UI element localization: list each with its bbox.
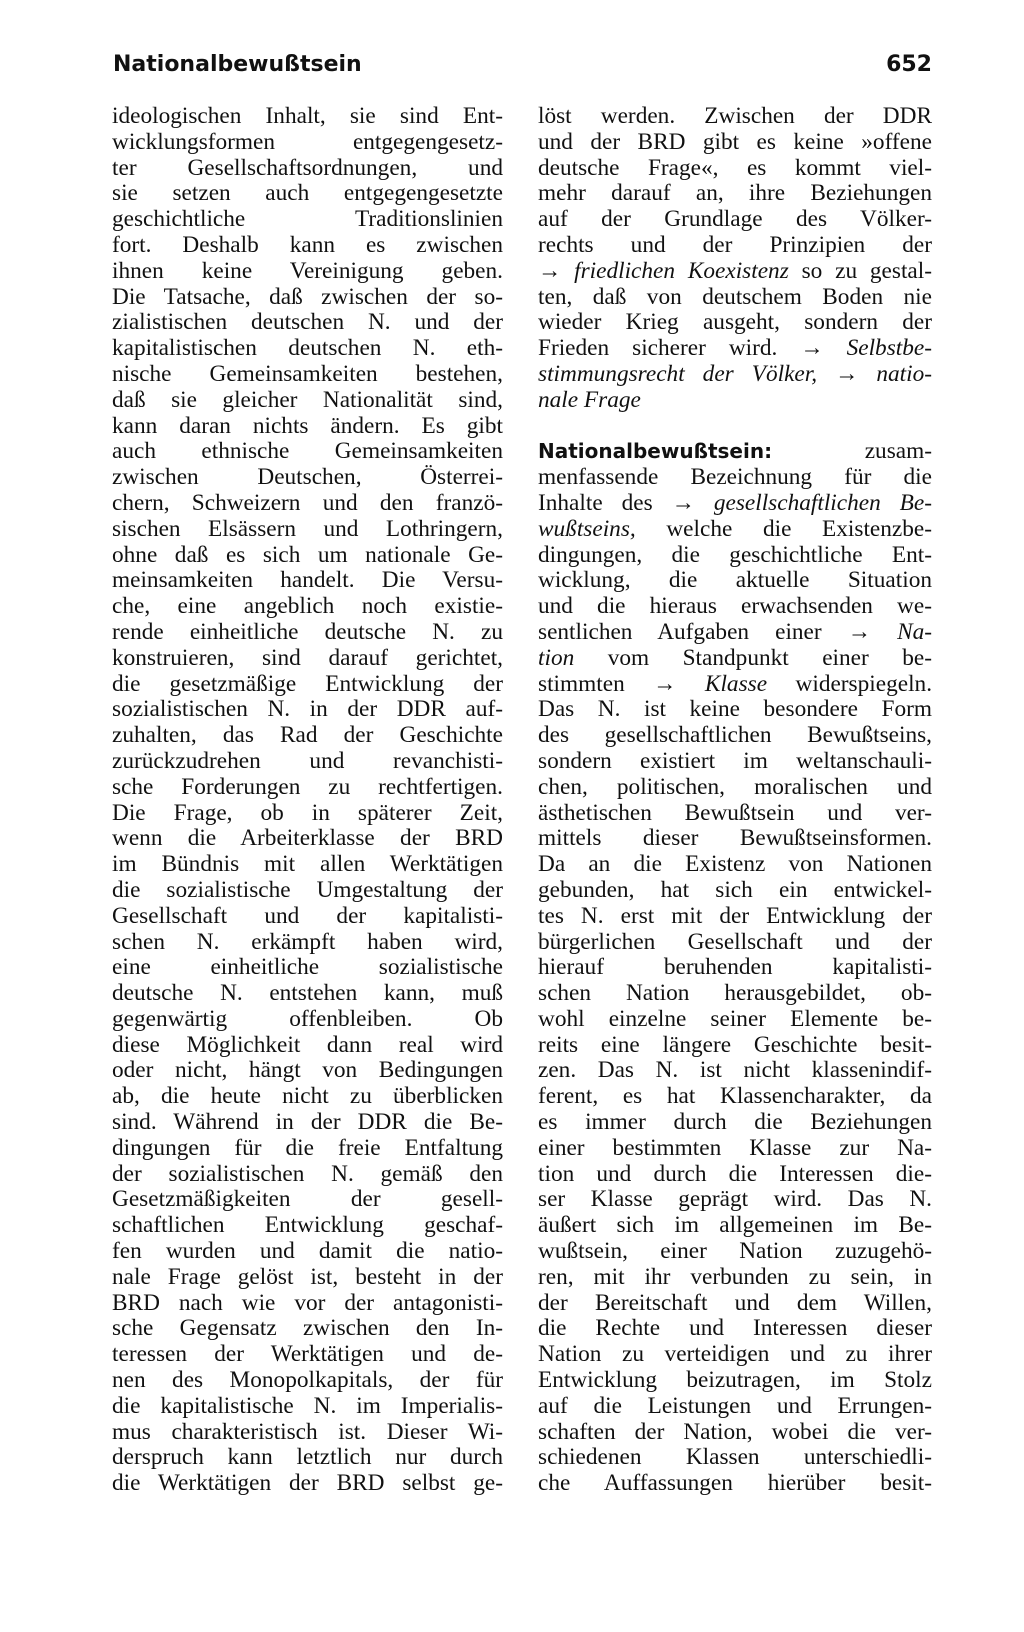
text-line: bürgerlichen Gesellschaft und der (538, 928, 932, 955)
paragraph-gap (538, 414, 932, 440)
text-line: zialistischen deutschen N. und der (112, 309, 503, 336)
cross-reference-link[interactable]: Na- (897, 618, 933, 645)
text-line: rechts und der Prinzipien der (538, 231, 932, 258)
text-line: rende einheitliche deutsche N. zu (112, 618, 503, 645)
text-line: Die Tatsache, daß zwischen der so- (112, 283, 503, 310)
text-line: die gesetzmäßige Entwicklung der (112, 670, 503, 697)
text-line: die kapitalistische N. im Imperialis- (112, 1392, 503, 1419)
text-line: schen Nation herausgebildet, ob- (538, 980, 932, 1007)
text-line: Das N. ist keine besondere Form (538, 696, 932, 723)
text-fragment: widerspiegeln. (795, 670, 933, 697)
text-line: sche Gegensatz zwischen den In- (112, 1315, 503, 1342)
text-line: der Bereitschaft und dem Willen, (538, 1289, 932, 1316)
text-fragment: zusam- (864, 438, 932, 465)
text-line: Nation zu verteidigen und zu ihrer (538, 1341, 932, 1368)
text-line: Gesetzmäßigkeiten der gesell- (112, 1186, 503, 1213)
text-line: wicklung, die aktuelle Situation (538, 567, 932, 594)
text-line: sche Forderungen zu rechtfertigen. (112, 773, 503, 800)
cross-reference-arrow: → (538, 257, 562, 284)
text-line: mehr darauf an, ihre Beziehungen (538, 180, 932, 207)
text-line (538, 491, 932, 517)
text-line: kann daran nichts ändern. Es gibt (112, 412, 503, 439)
text-line: auf der Grundlage des Völker- (538, 206, 932, 233)
entry-headword: Nationalbewußtsein: (538, 439, 773, 464)
text-line: chern, Schweizern und den franzö- (112, 489, 503, 516)
text-line: ter Gesellschaftsordnungen, und (112, 154, 503, 181)
text-line: meinsamkeiten handelt. Die Versu- (112, 567, 503, 594)
cross-reference-arrow: → (671, 489, 695, 516)
text-line: gegenwärtig offenbleiben. Ob (112, 1005, 503, 1032)
text-line: ohne daß es sich um nationale Ge- (112, 541, 503, 568)
text-line: schen N. erkämpft haben wird, (112, 928, 503, 955)
text-line: ten, daß von deutschem Boden nie (538, 283, 932, 310)
text-line: wieder Krieg ausgeht, sondern der (538, 309, 932, 336)
text-line: mus charakteristisch ist. Dieser Wi- (112, 1418, 503, 1445)
text-line: menfassende Bezeichnung für die (538, 464, 932, 491)
text-line: deutsche N. entstehen kann, muß (112, 980, 503, 1007)
text-line: tion und durch die Interessen die- (538, 1160, 932, 1187)
text-fragment: stimmten (538, 670, 625, 697)
text-line (538, 620, 932, 646)
text-line (538, 672, 932, 698)
page-header (113, 48, 932, 88)
text-line (538, 259, 932, 285)
text-line: zen. Das N. ist nicht klassenindif- (538, 1057, 932, 1084)
left-column (112, 104, 503, 1497)
text-line: auf die Leistungen und Errungen- (538, 1392, 932, 1419)
text-line (538, 646, 932, 672)
text-fragment: sentlichen Aufgaben einer (538, 618, 822, 645)
text-line: ideologischen Inhalt, sie sind Ent- (112, 103, 503, 129)
text-line: einer bestimmten Klasse zur Na- (538, 1134, 932, 1161)
text-line: schaftlichen Entwicklung geschaf- (112, 1212, 503, 1239)
cross-reference-link[interactable]: natio- (876, 360, 933, 387)
text-line: konstruieren, sind darauf gerichtet, (112, 644, 503, 671)
text-line: sozialistischen N. in der DDR auf- (112, 696, 503, 723)
text-line: zuhalten, das Rad der Geschichte (112, 722, 503, 749)
text-line: nale Frage gelöst ist, besteht in der (112, 1263, 503, 1290)
text-line: zurückzudrehen und revanchisti- (112, 747, 503, 774)
text-line: und der BRD gibt es keine »offene (538, 128, 932, 155)
page-number: 652 (886, 52, 932, 77)
text-line: die Werktätigen der BRD selbst ge- (112, 1470, 503, 1497)
text-line: und die hieraus erwachsenden we- (538, 593, 932, 620)
cross-reference-link[interactable]: tion (538, 644, 575, 671)
text-line: ferent, es hat Klassencharakter, da (538, 1083, 932, 1110)
text-line: oder nicht, hängt von Bedingungen (112, 1057, 503, 1084)
text-line: äußert sich im allgemeinen im Be- (538, 1212, 932, 1239)
text-line: schiedenen Klassen unterschiedli- (538, 1444, 932, 1471)
text-line: wicklungsformen entgegengesetz- (112, 128, 503, 155)
cross-reference-link[interactable]: Selbstbe- (846, 335, 932, 362)
text-line: Gesellschaft und der kapitalisti- (112, 902, 503, 929)
text-line: sischen Elsässern und Lothringern, (112, 515, 503, 542)
cross-reference-link[interactable]: wußtseins, (538, 515, 636, 542)
cross-reference-arrow: → (800, 335, 824, 362)
text-line: nische Gemeinsamkeiten bestehen, (112, 360, 503, 387)
cross-reference-link[interactable]: friedlichen Koexistenz (574, 257, 789, 284)
text-line: des gesellschaftlichen Bewußtseins, (538, 722, 932, 749)
cross-reference-arrow: → (847, 618, 872, 645)
text-line: Entwicklung beizutragen, im Stolz (538, 1367, 932, 1394)
text-line: sie setzen auch entgegengesetzte (112, 180, 503, 207)
running-head-title: Nationalbewußtsein (113, 52, 362, 77)
text-line: ser Klasse geprägt wird. Das N. (538, 1186, 932, 1213)
text-fragment: vom Standpunkt einer be- (607, 644, 932, 671)
text-line: sondern existiert im weltanschauli- (538, 747, 932, 774)
text-fragment: so zu gestal- (801, 257, 933, 284)
text-line: BRD nach wie vor der antagonisti- (112, 1289, 503, 1316)
text-line: sind. Während in der DDR die Be- (112, 1109, 503, 1136)
text-line (538, 362, 932, 388)
text-line: nen des Monopolkapitals, der für (112, 1367, 503, 1394)
text-line: dingungen für die freie Entfaltung (112, 1134, 503, 1161)
cross-reference-link[interactable]: gesellschaftlichen Be- (713, 489, 933, 516)
text-line: kapitalistischen deutschen N. eth- (112, 335, 503, 362)
text-line: gebunden, hat sich ein entwickel- (538, 876, 932, 903)
text-line: ab, die heute nicht zu überblicken (112, 1083, 503, 1110)
text-line: fen wurden und damit die natio- (112, 1238, 503, 1265)
text-fragment: welche die Existenzbe- (666, 515, 932, 542)
right-column (538, 104, 932, 1497)
text-line: schaften der Nation, wobei die ver- (538, 1418, 932, 1445)
text-line: mittels dieser Bewußtseinsformen. (538, 825, 932, 852)
text-line: ren, mit ihr verbunden zu sein, in (538, 1263, 932, 1290)
text-line: zwischen Deutschen, Österrei- (112, 464, 503, 491)
text-line: löst werden. Zwischen der DDR (538, 103, 932, 129)
cross-reference-link[interactable]: Klasse (704, 670, 768, 697)
text-line (538, 336, 932, 362)
text-line: tes N. erst mit der Entwicklung der (538, 902, 932, 929)
text-line: wenn die Arbeiterklasse der BRD (112, 825, 503, 852)
text-line: chen, politischen, moralischen und (538, 773, 932, 800)
text-line: Da an die Existenz von Nationen (538, 851, 932, 878)
text-line (538, 388, 932, 414)
text-line: daß sie gleicher Nationalität sind, (112, 386, 503, 413)
text-line: derspruch kann letztlich nur durch (112, 1444, 503, 1471)
text-line: teressen der Werktätigen und de- (112, 1341, 503, 1368)
cross-reference-link[interactable]: nale Frage (538, 386, 641, 413)
cross-reference-arrow: → (835, 360, 859, 387)
text-line (538, 517, 932, 543)
cross-reference-arrow: → (653, 670, 677, 697)
text-line: im Bündnis mit allen Werktätigen (112, 851, 503, 878)
text-line: Die Frage, ob in späterer Zeit, (112, 799, 503, 826)
text-line: fort. Deshalb kann es zwischen (112, 231, 503, 258)
text-line: diese Möglichkeit dann real wird (112, 1031, 503, 1058)
text-line: reits eine längere Geschichte besit- (538, 1031, 932, 1058)
text-line: ihnen keine Vereinigung geben. (112, 257, 503, 284)
text-line: wohl einzelne seiner Elemente be- (538, 1005, 932, 1032)
text-line: ästhetischen Bewußtsein und ver- (538, 799, 932, 826)
text-line: auch ethnische Gemeinsamkeiten (112, 438, 503, 465)
text-line: die Rechte und Interessen dieser (538, 1315, 932, 1342)
text-line: eine einheitliche sozialistische (112, 954, 503, 981)
text-line: die sozialistische Umgestaltung der (112, 876, 503, 903)
cross-reference-link[interactable]: stimmungsrecht der Völker, (538, 360, 818, 387)
text-line: che Auffassungen hierüber besit- (538, 1470, 932, 1497)
text-line: es immer durch die Beziehungen (538, 1109, 932, 1136)
text-line: deutsche Frage«, es kommt viel- (538, 154, 932, 181)
text-line: hierauf beruhenden kapitalisti- (538, 954, 932, 981)
entry-headline (538, 439, 932, 465)
text-line: der sozialistischen N. gemäß den (112, 1160, 503, 1187)
text-fragment: Inhalte des (538, 489, 653, 516)
text-line: wußtsein, einer Nation zuzugehö- (538, 1238, 932, 1265)
text-line: che, eine angeblich noch existie- (112, 593, 503, 620)
text-line: dingungen, die geschichtliche Ent- (538, 541, 932, 568)
text-line: geschichtliche Traditionslinien (112, 206, 503, 233)
text-fragment: Frieden sicherer wird. (538, 335, 778, 362)
